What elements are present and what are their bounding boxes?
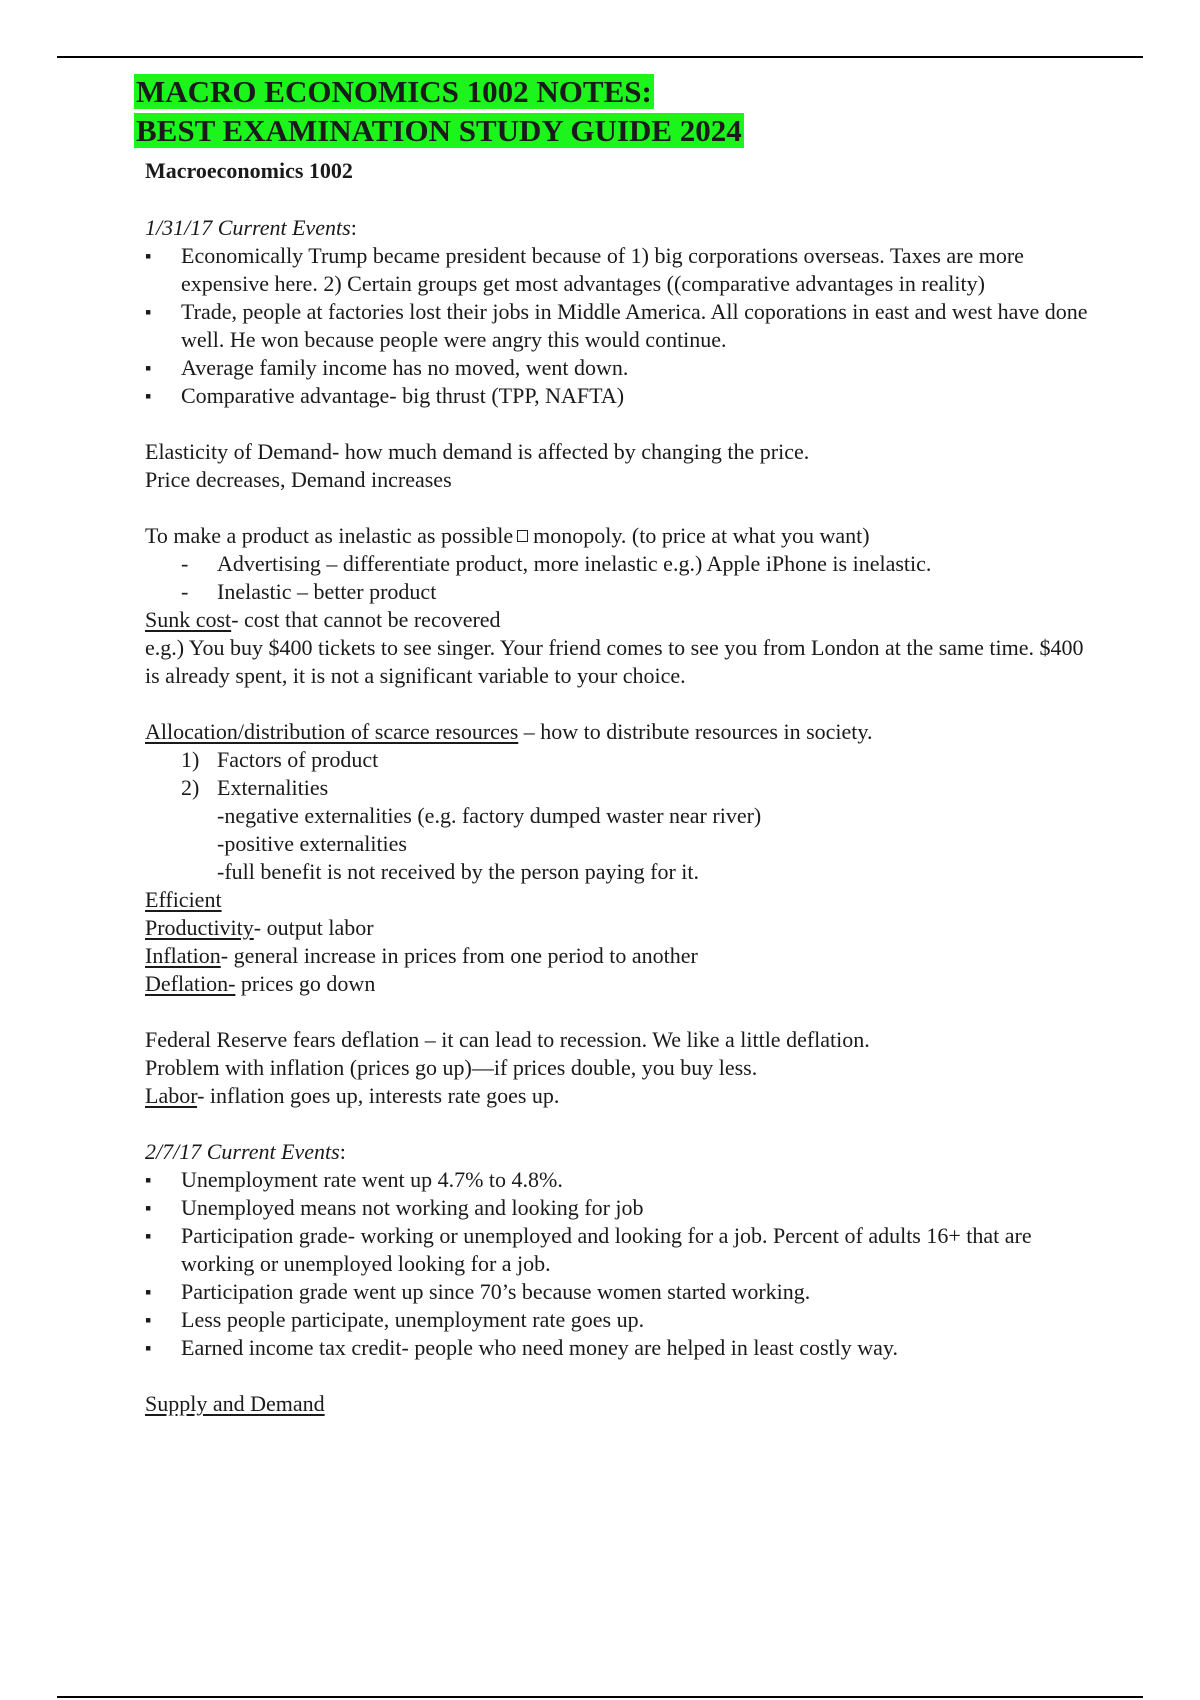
efficient-term: Efficient [145, 887, 222, 912]
list-item: ▪ Earned income tax credit- people who need money are helped in least costly way. [145, 1334, 1094, 1362]
supply-demand-term: Supply and Demand [145, 1391, 325, 1416]
document-page [134, 72, 1094, 1418]
arrow-icon [517, 530, 528, 542]
allocation-line [145, 718, 1094, 746]
sunk-cost-line [145, 606, 1094, 634]
title-line-1: MACRO ECONOMICS 1002 NOTES: [136, 74, 652, 109]
list-item: ▪ Average family income has no moved, went down. [145, 354, 1094, 382]
deflation-def: prices go down [235, 971, 376, 996]
section2-date: 2/7/17 Current Events [145, 1139, 340, 1164]
inelastic-dash-list [145, 550, 1094, 606]
list-item: ▪ Comparative advantage- big thrust (TPP, NAFTA) [145, 382, 1094, 410]
allocation-term: Allocation/distribution of scarce resources [145, 719, 519, 744]
list-item: ▪ Trade, people at factories lost their jobs in Middle America. All coporations in east and west have done well. He won because people were angry this would continue. [145, 298, 1094, 354]
list-item: ▪ Participation grade went up since 70’s because women started working. [145, 1278, 1094, 1306]
section1-date-line: 1/31/17 Current Events: [145, 215, 357, 240]
document-title [134, 72, 1094, 150]
sunk-cost-example: e.g.) You buy $400 tickets to see singer. Your friend comes to see you from London at the same time. $400 is already spent, it is not a significant variable to your choice. [145, 635, 1084, 688]
course-heading: Macroeconomics 1002 [145, 158, 353, 183]
list-item: ▪ Participation grade- working or unemployed and looking for a job. Percent of adults 16+ that are working or unemployed looking for a job. [145, 1222, 1094, 1278]
productivity-line [145, 914, 1094, 942]
list-item: ▪ Unemployed means not working and looking for job [145, 1194, 1094, 1222]
elasticity-note: Price decreases, Demand increases [145, 467, 452, 492]
allocation-def: – how to distribute resources in society. [518, 719, 873, 744]
sunk-cost-def: - cost that cannot be recovered [231, 607, 501, 632]
inelastic-post: monopoly. (to price at what you want) [533, 523, 870, 548]
deflation-line [145, 970, 1094, 998]
externality-note: -negative externalities (e.g. factory dumped waster near river) [217, 803, 762, 828]
list-item: ▪ Less people participate, unemployment rate goes up. [145, 1306, 1094, 1334]
section2-date-line: 2/7/17 Current Events: [145, 1139, 346, 1164]
section1-date: 1/31/17 Current Events [145, 215, 351, 240]
elasticity-definition: Elasticity of Demand- how much demand is affected by changing the price. [145, 439, 810, 464]
externality-note: -full benefit is not received by the person paying for it. [217, 859, 700, 884]
top-rule [57, 56, 1143, 58]
efficient-line [145, 886, 1094, 914]
inflation-line [145, 942, 1094, 970]
list-item: 2) Externalities [181, 775, 329, 800]
list-item: ▪ Unemployment rate went up 4.7% to 4.8%. [145, 1166, 1094, 1194]
inelastic-pre: To make a product as inelastic as possible [145, 523, 514, 548]
inelastic-line [145, 522, 1094, 550]
productivity-term: Productivity [145, 915, 254, 940]
inflation-problem-line: Problem with inflation (prices go up)—if prices double, you buy less. [145, 1055, 758, 1080]
allocation-list [145, 746, 1094, 802]
list-item: - Advertising – differentiate product, more inelastic e.g.) Apple iPhone is inelastic. [181, 550, 1094, 578]
labor-def: - inflation goes up, interests rate goes up. [197, 1083, 560, 1108]
sunk-cost-term: Sunk cost [145, 607, 232, 632]
list-item: - Inelastic – better product [181, 578, 1094, 606]
labor-term: Labor [145, 1083, 198, 1108]
labor-line [145, 1082, 1094, 1110]
fed-line: Federal Reserve fears deflation – it can lead to recession. We like a little deflation. [145, 1027, 870, 1052]
notes-body [145, 186, 1094, 1418]
inflation-term: Inflation [145, 943, 221, 968]
list-item: 1) Factors of product [181, 747, 379, 772]
inflation-def: - general increase in prices from one period to another [220, 943, 698, 968]
deflation-term: Deflation- [145, 971, 236, 996]
supply-demand-heading [145, 1390, 1094, 1418]
externality-note: -positive externalities [217, 831, 407, 856]
list-item: ▪ Economically Trump became president because of 1) big corporations overseas. Taxes are more expensive here. 2) Certain groups get most advantages ((comparative advantages in reality) [145, 242, 1094, 298]
section2-bullets [145, 1166, 1094, 1362]
title-line-2: BEST EXAMINATION STUDY GUIDE 2024 [136, 113, 742, 148]
productivity-def: - output labor [253, 915, 374, 940]
section1-bullets [145, 242, 1094, 410]
bottom-rule [57, 1696, 1143, 1698]
